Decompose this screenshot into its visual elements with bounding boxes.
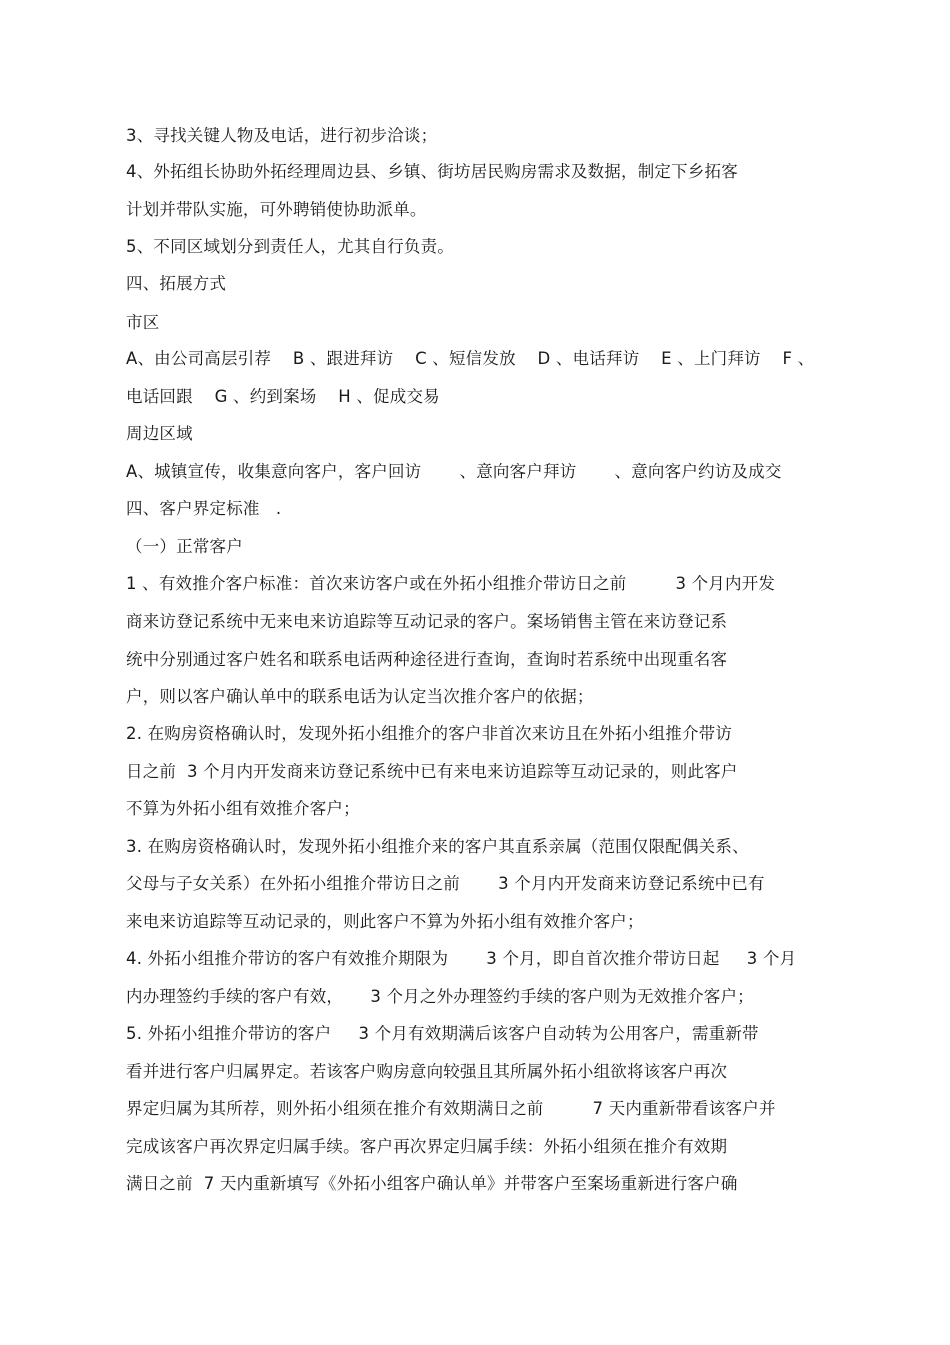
text-line: 3. 在购房资格确认时，发现外拓小组推介来的客户其直系亲属（范围仅限配偶关系、 <box>126 837 749 856</box>
text-line: 来电来访追踪等互动记录的，则此客户不算为外拓小组有效推介客户； <box>126 912 644 931</box>
text-line: 完成该客户再次界定归属手续。客户再次界定归属手续：外拓小组须在推介有效期 <box>126 1137 728 1156</box>
text-line: 户，则以客户确认单中的联系电话为认定当次推介客户的依据； <box>126 687 594 706</box>
text-line: 5、不同区域划分到责任人，尤其自行负责。 <box>126 237 454 256</box>
text-line: 界定归属为其所荐，则外拓小组须在推介有效期满日之前 7 天内重新带看该客户并 <box>126 1099 776 1118</box>
text-line: 4、外拓组长协助外拓经理周边县、乡镇、街坊居民购房需求及数据，制定下乡拓客 <box>126 162 738 181</box>
text-line: 不算为外拓小组有效推介客户； <box>126 799 360 818</box>
text-line: 计划并带队实施，可外聘销使协助派单。 <box>126 200 427 219</box>
text-line: 看并进行客户归属界定。若该客户购房意向较强且其所属外拓小组欲将该客户再次 <box>126 1062 728 1081</box>
text-line: 3、寻找关键人物及电话，进行初步洽谈； <box>126 126 438 145</box>
text-line: 5. 外拓小组推介带访的客户 3 个月有效期满后该客户自动转为公用客户，需重新带 <box>126 1024 759 1043</box>
text-line: 电话回跟 G 、约到案场 H 、促成交易 <box>126 387 440 406</box>
text-line: 2. 在购房资格确认时，发现外拓小组推介的客户非首次来访且在外拓小组推介带访 <box>126 724 733 743</box>
subsection-label: （一）正常客户 <box>126 537 243 556</box>
subsection-label: 周边区域 <box>126 424 193 443</box>
text-line: 内办理签约手续的客户有效， 3 个月之外办理签约手续的客户则为无效推介客户； <box>126 987 754 1006</box>
text-line: 商来访登记系统中无来电来访追踪等互动记录的客户。案场销售主管在来访登记系 <box>126 612 728 631</box>
section-heading: 四、拓展方式 <box>126 274 227 293</box>
text-line: A、城镇宣传，收集意向客户，客户回访 、意向客户拜访 、意向客户约访及成交 <box>126 462 782 481</box>
text-line: 日之前 3 个月内开发商来访登记系统中已有来电来访追踪等互动记录的，则此客户 <box>126 762 738 781</box>
text-line: 满日之前 7 天内重新填写《外拓小组客户确认单》并带客户至案场重新进行客户确 <box>126 1174 738 1193</box>
subsection-label: 市区 <box>126 313 160 332</box>
text-line: 统中分别通过客户姓名和联系电话两种途径进行查询，查询时若系统中出现重名客 <box>126 650 728 669</box>
text-line: 1 、有效推介客户标准：首次来访客户或在外拓小组推介带访日之前 3 个月内开发 <box>126 574 776 593</box>
text-line: 父母与子女关系）在外拓小组推介带访日之前 3 个月内开发商来访登记系统中已有 <box>126 874 765 893</box>
section-heading: 四、客户界定标准 . <box>126 499 282 518</box>
text-line: A、由公司高层引荐 B 、跟进拜访 C 、短信发放 D 、电话拜访 E 、上门拜访 F 、 <box>126 349 815 368</box>
text-line: 4. 外拓小组推介带访的客户有效推介期限为 3 个月，即自首次推介带访日起 3 个月 <box>126 949 797 968</box>
